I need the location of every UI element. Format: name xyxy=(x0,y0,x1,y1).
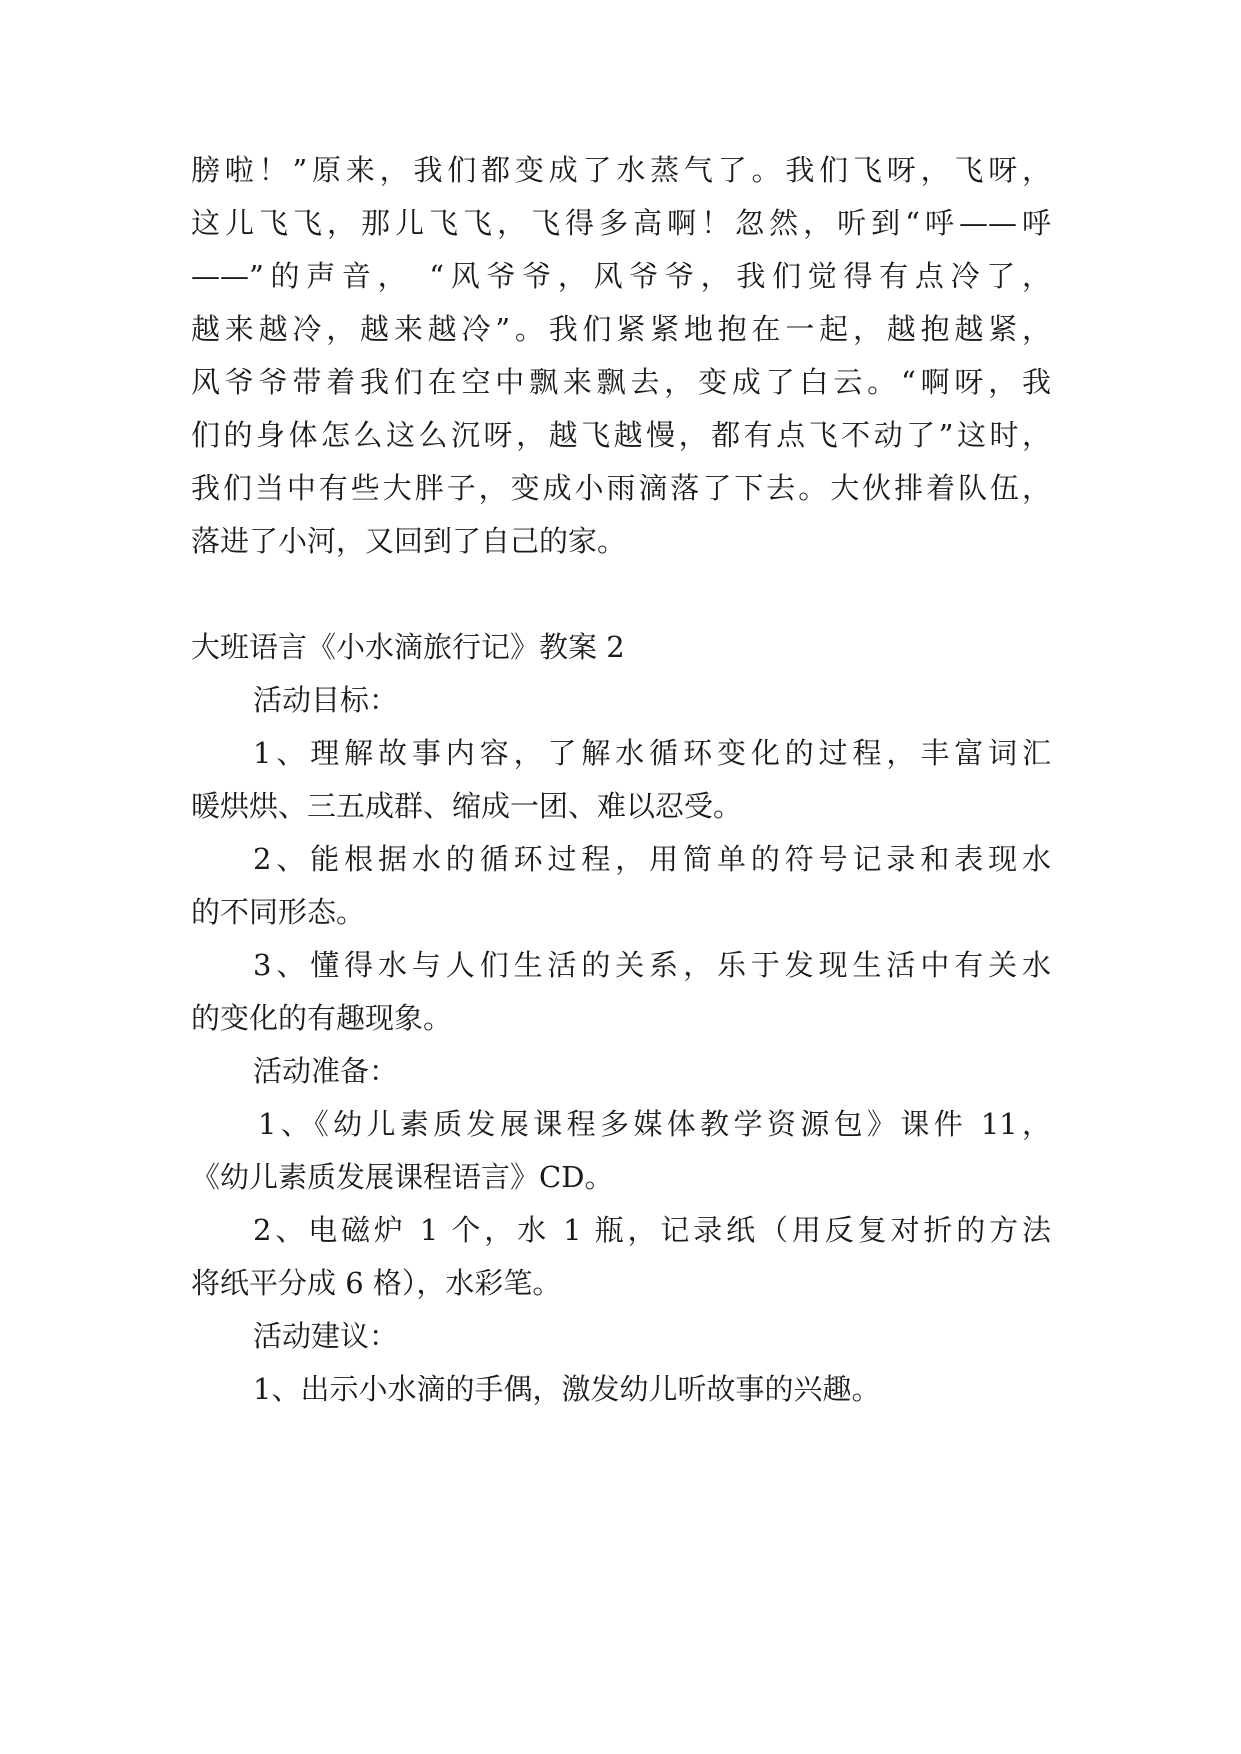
prep-item-2-continuation: 将纸平分成 6 格），水彩笔。 xyxy=(191,1266,562,1300)
goals-heading: 活动目标： xyxy=(253,683,399,717)
prep-heading: 活动准备： xyxy=(253,1054,399,1088)
story-line: 们的身体怎么这么沉呀，越飞越慢，都有点飞不动了”这时， xyxy=(191,418,1051,452)
section-title: 大班语言《小水滴旅行记》教案 2 xyxy=(191,630,625,664)
goal-item-3-continuation: 的变化的有趣现象。 xyxy=(191,1001,453,1035)
story-line: 这儿飞飞，那儿飞飞，飞得多高啊！忽然，听到“呼——呼 xyxy=(191,206,1051,240)
story-line: 落进了小河，又回到了自己的家。 xyxy=(191,524,627,558)
goal-item-1: 1、理解故事内容，了解水循环变化的过程，丰富词汇 xyxy=(253,736,1051,770)
story-line: ——”的声音， “风爷爷，风爷爷，我们觉得有点冷了， xyxy=(191,259,1051,293)
goal-item-1-continuation: 暖烘烘、三五成群、缩成一团、难以忍受。 xyxy=(191,789,743,823)
story-line: 风爷爷带着我们在空中飘来飘去，变成了白云。“啊呀，我 xyxy=(191,365,1051,399)
prep-item-1: 1、《幼儿素质发展课程多媒体教学资源包》课件 11， xyxy=(258,1107,1051,1141)
goal-item-2-continuation: 的不同形态。 xyxy=(191,895,366,929)
story-line: 膀啦！”原来，我们都变成了水蒸气了。我们飞呀，飞呀， xyxy=(191,153,1051,187)
story-line: 我们当中有些大胖子，变成小雨滴落了下去。大伙排着队伍， xyxy=(191,471,1051,505)
prep-item-1-continuation: 《幼儿素质发展课程语言》CD。 xyxy=(191,1160,614,1194)
goal-item-2: 2、能根据水的循环过程，用简单的符号记录和表现水 xyxy=(253,842,1051,876)
prep-item-2: 2、电磁炉 1 个，水 1 瓶，记录纸（用反复对折的方法 xyxy=(253,1213,1051,1247)
suggest-item-1: 1、出示小水滴的手偶，激发幼儿听故事的兴趣。 xyxy=(253,1372,881,1406)
suggest-heading: 活动建议： xyxy=(253,1319,399,1353)
story-line: 越来越冷，越来越冷”。我们紧紧地抱在一起，越抱越紧， xyxy=(191,312,1051,346)
goal-item-3: 3、懂得水与人们生活的关系，乐于发现生活中有关水 xyxy=(253,948,1051,982)
